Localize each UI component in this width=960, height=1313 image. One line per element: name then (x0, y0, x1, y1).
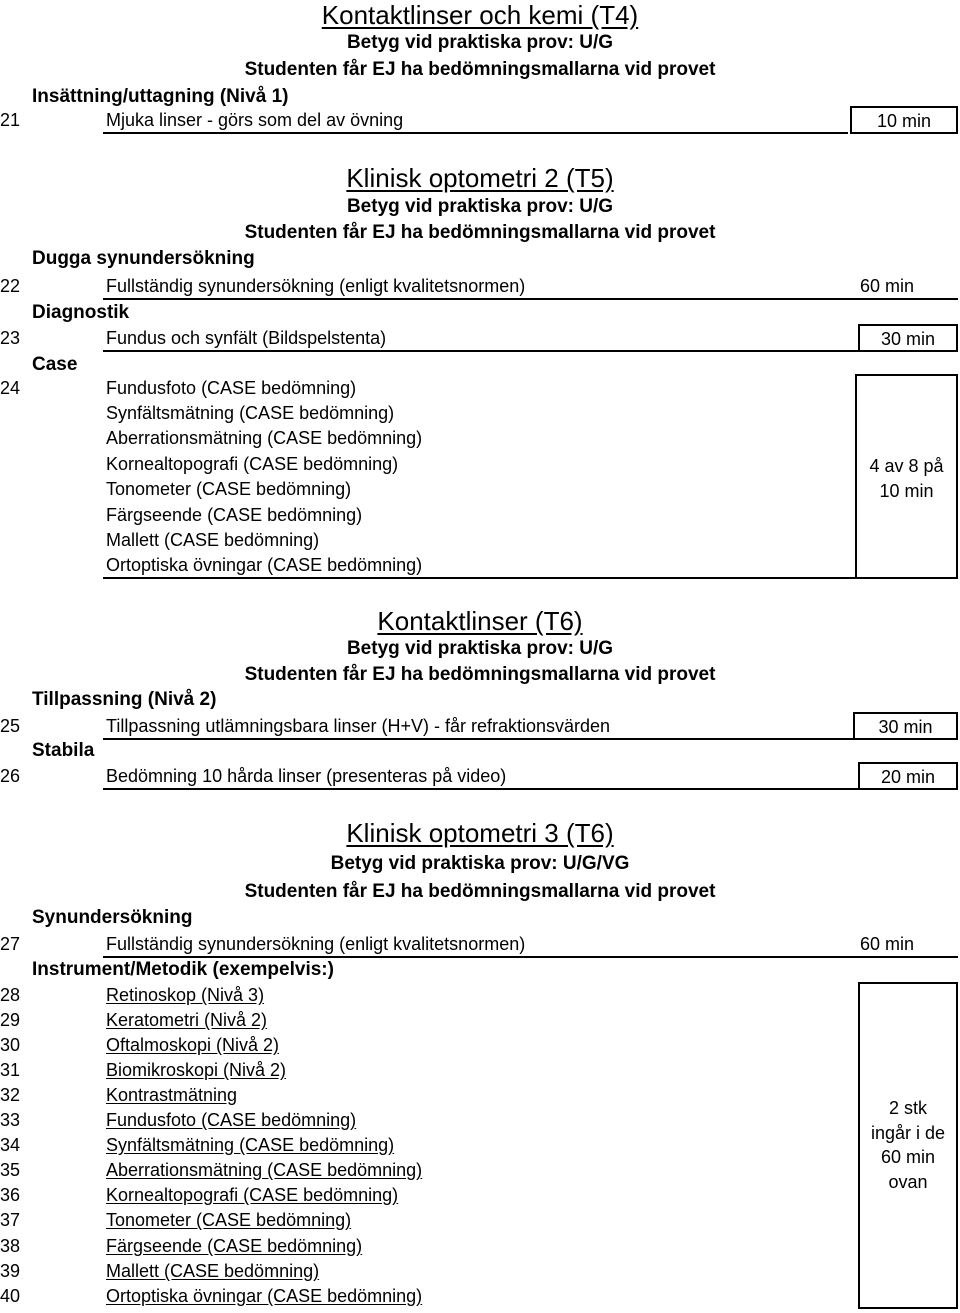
t4-grade: Betyg vid praktiska prov: U/G (346, 32, 614, 53)
row-label: Tillpassning utlämningsbara linser (H+V) - får refraktionsvärden (106, 716, 611, 736)
row-number: 25 (0, 716, 21, 736)
case-item: Mallett (CASE bedömning) (106, 530, 320, 550)
t4-title: Kontaktlinser och kemi (T4) (321, 0, 639, 30)
row-label: Tonometer (CASE bedömning) (106, 1210, 352, 1230)
t5-note: Studenten får EJ ha bedömningsmallarna vid provet (244, 222, 716, 243)
row-number: 26 (0, 766, 21, 786)
row-number: 23 (0, 328, 21, 348)
row-number: 22 (0, 276, 21, 296)
time-line: 60 min (880, 1147, 936, 1168)
time-value: 30 min (880, 329, 936, 349)
row-underline (103, 577, 855, 579)
time-line: 4 av 8 på (869, 456, 944, 476)
row-number: 21 (0, 110, 21, 130)
row-label: Mallett (CASE bedömning) (106, 1261, 320, 1281)
case-item: Aberrationsmätning (CASE bedömning) (106, 428, 423, 448)
row-label: Ortoptiska övningar (CASE bedömning) (106, 1286, 423, 1306)
case-item: Fundusfoto (CASE bedömning) (106, 378, 357, 398)
t4-note: Studenten får EJ ha bedömningsmallarna vid provet (244, 59, 716, 80)
row-label: Biomikroskopi (Nivå 2) (106, 1060, 287, 1080)
t5-title: Klinisk optometri 2 (T5) (346, 163, 614, 193)
row-number: 29 (0, 1010, 21, 1030)
row-label: Retinoskop (Nivå 3) (106, 985, 265, 1005)
t5-section-heading: Case (32, 354, 78, 375)
time-value: 60 min (860, 934, 915, 954)
row-label: Fundusfoto (CASE bedömning) (106, 1110, 357, 1130)
row-number: 37 (0, 1210, 21, 1230)
case-item: Tonometer (CASE bedömning) (106, 479, 352, 499)
t6b-section-heading: Synundersökning (32, 907, 193, 928)
row-label: Kornealtopografi (CASE bedömning) (106, 1185, 399, 1205)
row-underline (103, 132, 848, 134)
time-value: 20 min (880, 767, 936, 787)
row-number: 24 (0, 378, 21, 398)
row-number: 35 (0, 1160, 21, 1180)
t6a-section-heading: Stabila (32, 740, 95, 761)
t6a-note: Studenten får EJ ha bedömningsmallarna vid provet (244, 664, 716, 685)
t6b-section-heading: Instrument/Metodik (exempelvis:) (32, 959, 334, 980)
row-label: Fullständig synundersökning (enligt kvalitetsnormen) (106, 934, 526, 954)
t6a-section-heading: Tillpassning (Nivå 2) (32, 689, 217, 710)
row-label: Fullständig synundersökning (enligt kvalitetsnormen) (106, 276, 526, 296)
t6a-grade: Betyg vid praktiska prov: U/G (346, 638, 614, 659)
row-label: Synfältsmätning (CASE bedömning) (106, 1135, 395, 1155)
time-value: 30 min (878, 717, 933, 737)
row-number: 27 (0, 934, 21, 954)
time-value: 60 min (860, 276, 915, 296)
row-label: Fundus och synfält (Bildspelstenta) (106, 328, 387, 348)
t5-section-heading: Dugga synundersökning (32, 248, 255, 269)
t4-section-heading: Insättning/uttagning (Nivå 1) (32, 86, 289, 107)
t6b-title: Klinisk optometri 3 (T6) (346, 818, 614, 848)
row-number: 32 (0, 1085, 21, 1105)
row-number: 36 (0, 1185, 21, 1205)
t5-grade: Betyg vid praktiska prov: U/G (346, 196, 614, 217)
row-label: Mjuka linser - görs som del av övning (106, 110, 404, 130)
case-item: Kornealtopografi (CASE bedömning) (106, 454, 399, 474)
row-underline (103, 788, 858, 790)
row-number: 28 (0, 985, 21, 1005)
row-label: Oftalmoskopi (Nivå 2) (106, 1035, 280, 1055)
row-number: 39 (0, 1261, 21, 1281)
case-item: Färgseende (CASE bedömning) (106, 505, 363, 525)
row-label: Keratometri (Nivå 2) (106, 1010, 268, 1030)
row-label: Färgseende (CASE bedömning) (106, 1236, 363, 1256)
row-number: 34 (0, 1135, 21, 1155)
time-value (855, 454, 958, 504)
row-number: 33 (0, 1110, 21, 1130)
time-value: 10 min (876, 111, 932, 131)
row-label: Bedömning 10 hårda linser (presenteras på video) (106, 766, 507, 786)
time-value (858, 1096, 958, 1195)
row-number: 30 (0, 1035, 21, 1055)
t6b-note: Studenten får EJ ha bedömningsmallarna vid provet (244, 881, 716, 902)
time-line: ingår i de (870, 1122, 946, 1143)
t5-section-heading: Diagnostik (32, 302, 130, 323)
time-line: 10 min (879, 480, 934, 501)
time-line: ovan (888, 1171, 928, 1192)
row-label: Aberrationsmätning (CASE bedömning) (106, 1160, 423, 1180)
row-number: 31 (0, 1060, 21, 1080)
case-item: Ortoptiska övningar (CASE bedömning) (106, 555, 423, 575)
row-number: 38 (0, 1236, 21, 1256)
row-underline (103, 956, 958, 958)
row-underline (103, 350, 858, 352)
row-label: Kontrastmätning (106, 1085, 238, 1105)
case-item: Synfältsmätning (CASE bedömning) (106, 403, 395, 423)
time-line: 2 stk (888, 1098, 927, 1118)
row-number: 40 (0, 1286, 21, 1306)
t6a-title: Kontaktlinser (T6) (377, 606, 583, 636)
t6b-grade: Betyg vid praktiska prov: U/G/VG (330, 853, 630, 874)
row-underline (103, 738, 853, 740)
row-underline (103, 298, 958, 300)
